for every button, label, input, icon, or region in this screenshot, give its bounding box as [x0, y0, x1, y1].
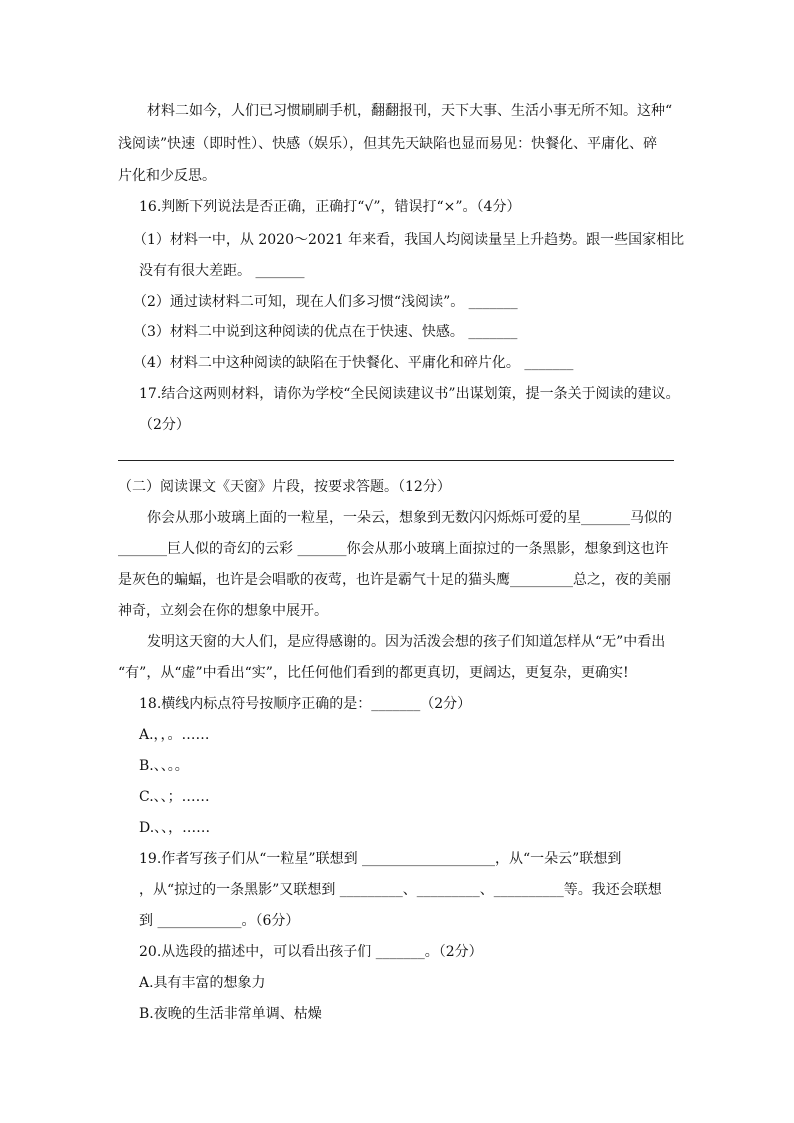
question-16-item-1-cont: 没有有很大差距。 _______ [139, 263, 305, 279]
passage-p1-line-1: 你会从那小玻璃上面的一粒星，一朵云，想象到无数闪闪烁烁可爱的星_______马似的 [147, 510, 672, 526]
passage-p1-line-4: 神奇，立刻会在你的想象中展开。 [118, 603, 328, 619]
passage-p2-line-2: “有”，从“虚”中看出“实”，比任何他们看到的都更真切，更阔达，更复杂，更确实! [118, 665, 629, 681]
question-16-item-1: （1）材料一中，从 2020～2021 年来看，我国人均阅读量呈上升趋势。跟一些国家相比 [133, 232, 685, 248]
passage-p2-line-1: 发明这天窗的大人们，是应得感谢的。因为活泼会想的孩子们知道怎样从“无”中看出 [147, 634, 666, 650]
answer-line [118, 460, 674, 461]
passage-p1-line-3: 是灰色的蝙蝠，也许是会唱歌的夜莺，也许是霸气十足的猫头鹰_________总之，夜的美丽 [118, 572, 671, 588]
question-18-stem: 18.横线内标点符号按顺序正确的是：_______（2分） [139, 696, 472, 712]
question-18-option-b: B.、、。。 [139, 758, 189, 774]
passage-p1-line-2: _______巨人似的奇幻的云彩 _______你会从那小玻璃上面掠过的一条黑影，想象到这也许 [118, 541, 669, 557]
question-20-option-a: A.具有丰富的想象力 [139, 975, 266, 991]
question-18-option-a: A.，，。…… [139, 727, 210, 743]
question-18-option-d: D.、、，…… [139, 820, 211, 836]
section-2-heading: （二）阅读课文《天窗》片段，按要求答题。（12分） [118, 479, 451, 495]
question-20-option-b: B.夜晚的生活非常单调、枯燥 [139, 1006, 322, 1022]
question-16-item-4: （4）材料二中这种阅读的缺陷在于快餐化、平庸化和碎片化。 _______ [133, 355, 574, 371]
question-19-line-3: 到 ____________。（6分） [139, 913, 300, 929]
question-17-points: （2分） [139, 417, 190, 433]
question-19-line-1: 19.作者写孩子们从“一粒星”联想到 ___________________，从“一朵云”联想到 [139, 851, 622, 867]
material2-line-1: 材料二如今，人们已习惯刷刷手机，翻翻报刊，天下大事、生活小事无所不知。这种“ [147, 103, 673, 119]
question-16-item-3: （3）材料二中说到这种阅读的优点在于快速、快感。 _______ [133, 324, 518, 340]
material2-line-3: 片化和少反思。 [118, 168, 216, 184]
material2-line-2: 浅阅读”快速（即时性）、快感（娱乐），但其先天缺陷也显而易见：快餐化、平庸化、碎 [118, 136, 658, 152]
question-17-stem: 17.结合这两则材料，请你为学校“全民阅读建议书”出谋划策，提一条关于阅读的建议。 [139, 386, 680, 402]
question-16-item-2: （2）通过读材料二可知，现在人们多习惯“浅阅读”。 _______ [133, 294, 518, 310]
question-16-stem: 16.判断下列说法是否正确，正确打“√”，错误打“×”。（4分） [139, 199, 521, 215]
question-18-option-c: C.、、；…… [139, 789, 210, 805]
question-20-stem: 20.从选段的描述中，可以看出孩子们 _______。（2分） [139, 944, 483, 960]
question-19-line-2: ，从“掠过的一条黑影”又联想到 _________、_________、__________等。我还会联想 [139, 882, 662, 898]
